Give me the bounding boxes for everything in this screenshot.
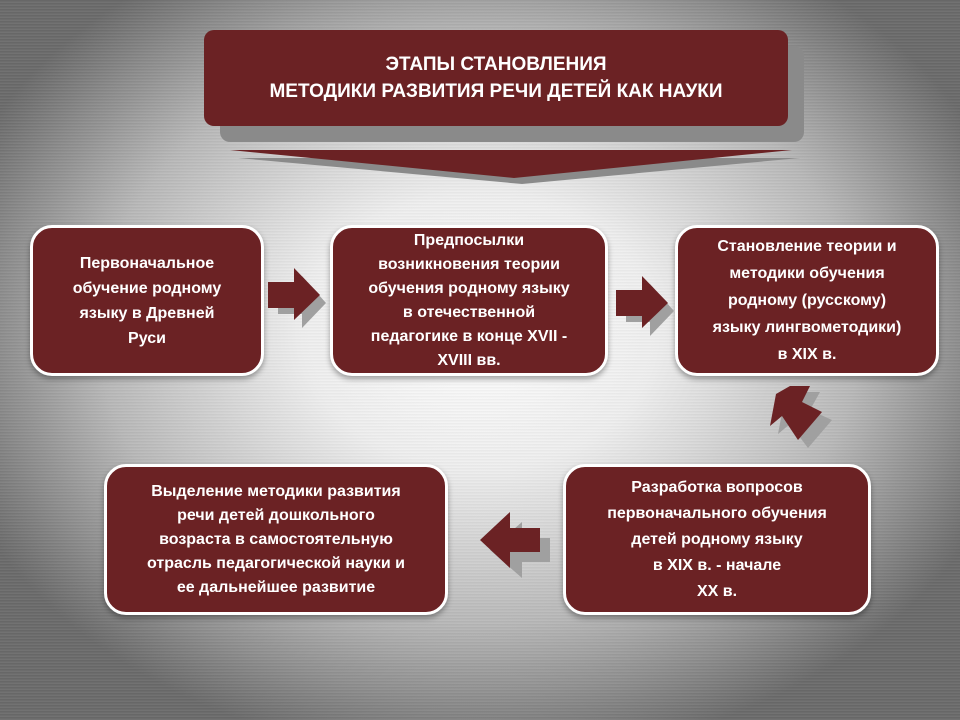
stage-5-box: Выделение методики развития речи детей дошкольного возраста в самостоятельную отрасль педагогической науки и ее дальнейшее развитие — [104, 464, 448, 615]
arrow-left-icon — [478, 508, 554, 580]
title-chevron — [230, 150, 802, 186]
stage-3-box: Становление теории и методики обучения родному (русскому) языку лингвометодики) в XIX в. — [675, 225, 939, 376]
stage-2-box: Предпосылки возникновения теории обучения родному языку в отечественной педагогике в конце XVII - XVIII вв. — [330, 225, 608, 376]
arrow-right-icon — [614, 276, 678, 338]
title-line-2: МЕТОДИКИ РАЗВИТИЯ РЕЧИ ДЕТЕЙ КАК НАУКИ — [269, 81, 723, 102]
stage-1-box: Первоначальное обучение родному языку в Древней Руси — [30, 225, 264, 376]
title-line-1: ЭТАПЫ СТАНОВЛЕНИЯ — [385, 54, 607, 75]
stage-4-box: Разработка вопросов первоначального обучения детей родному языку в XIX в. - начале XX в. — [563, 464, 871, 615]
arrow-down-icon — [762, 384, 834, 450]
diagram-title — [204, 30, 788, 126]
arrow-right-icon — [266, 268, 330, 330]
